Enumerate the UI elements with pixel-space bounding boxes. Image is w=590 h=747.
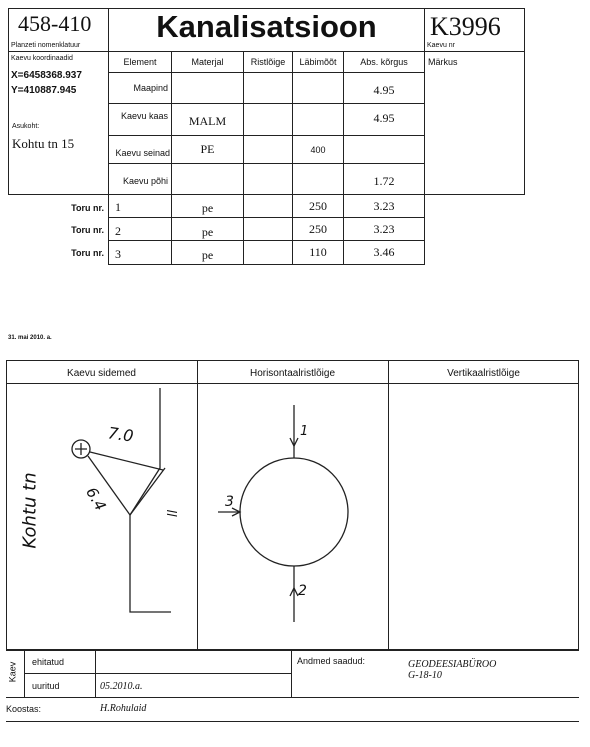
- coordinates-label: Kaevu koordinaadid: [11, 55, 73, 62]
- author-line: [6, 697, 579, 698]
- author-value: H.Rohulaid: [100, 703, 147, 714]
- pipe-nr: 1: [115, 200, 121, 214]
- pipe-korgus: 3.23: [373, 222, 395, 236]
- well-marker-cross: [75, 443, 87, 455]
- coordinate-x: X=6458368.937: [11, 70, 82, 81]
- section-title-horisontaal: Horisontaalristlõige: [249, 368, 336, 379]
- well-id-label: Kaevu nr: [427, 42, 456, 49]
- pipe-labimoot: 250: [309, 222, 327, 236]
- footer-divider-1: [95, 650, 96, 697]
- element-korgus: 1.72: [373, 174, 395, 188]
- source-value: GEODEESIABÜROO: [408, 659, 497, 670]
- element-labimoot: 400: [310, 145, 326, 155]
- pipe-nr: 2: [115, 224, 121, 238]
- tie-line-1: [90, 452, 163, 470]
- element-name: Kaevu kaas: [120, 111, 168, 121]
- pipe-materjal: pe: [201, 248, 214, 262]
- tie-distance-1: 7.0: [106, 423, 135, 446]
- tie-distance-2: 6.4: [82, 484, 110, 514]
- col-korgus-label: Abs. kõrgus: [360, 57, 408, 67]
- address-label: Asukoht:: [12, 123, 40, 130]
- col-element-label: Element: [123, 57, 157, 67]
- curb-corner: [130, 468, 165, 515]
- col-labimoot-label: Läbimõõt: [299, 57, 337, 67]
- pipe-nr: 3: [115, 247, 121, 261]
- kaev-label: Kaev: [7, 661, 18, 683]
- well-id: K3996: [430, 12, 501, 41]
- col-markus-label: Märkus: [428, 57, 458, 67]
- pipe-label: Toru nr.: [71, 225, 104, 235]
- pipe-korgus: 3.23: [373, 199, 395, 213]
- ehitatud-label: ehitatud: [32, 657, 65, 667]
- col-materjal-label: Materjal: [191, 57, 224, 67]
- footer-top-line: [6, 650, 579, 651]
- source-code: G-18-10: [408, 670, 442, 681]
- pipe-label: Toru nr.: [71, 248, 104, 258]
- pipe-1-number: 1: [300, 424, 309, 439]
- section-title-vertikaal: Vertikaalristlõige: [447, 368, 520, 379]
- pipe-label: Toru nr.: [71, 203, 104, 213]
- pipe-materjal: pe: [201, 201, 214, 215]
- pipe-3-number: 3: [225, 494, 234, 510]
- map-sheet-number: 458-410: [18, 11, 92, 36]
- document-date: 31. mai 2010. a.: [8, 335, 52, 341]
- element-name: Kaevu põhi: [122, 176, 168, 186]
- uuritud-value: 05.2010.a.: [100, 681, 143, 692]
- element-korgus: 4.95: [373, 111, 395, 125]
- author-label: Koostas:: [6, 704, 42, 714]
- source-label: Andmed saadud:: [297, 656, 366, 666]
- coordinate-y: Y=410887.945: [11, 85, 77, 96]
- pipe-2-number: 2: [298, 583, 307, 599]
- pipe-3-side-mark: ll: [166, 509, 182, 518]
- pipe-labimoot: 110: [309, 245, 327, 259]
- footer-bottom-line: [6, 721, 579, 722]
- element-korgus: 4.95: [373, 83, 395, 97]
- element-name: Kaevu seinad: [115, 148, 170, 158]
- well-circle: [240, 458, 348, 566]
- element-name: Maapind: [133, 83, 168, 93]
- section-title-sidemed: Kaevu sidemed: [67, 368, 136, 379]
- address-value: Kohtu tn 15: [12, 136, 75, 151]
- col-ristloige-label: Ristlõige: [250, 57, 286, 67]
- uuritud-label: uuritud: [32, 681, 60, 691]
- pipe-labimoot: 250: [309, 199, 327, 213]
- horizontal-section: [218, 405, 348, 622]
- street-label: Kohtu tn: [19, 472, 41, 549]
- map-sheet-label: Planzeti nomenklatuur: [11, 42, 81, 49]
- ehitatud-divider: [24, 673, 291, 674]
- element-materjal: MALM: [188, 114, 227, 128]
- curb-outline: [130, 388, 171, 612]
- page-title: Kanalisatsioon: [156, 9, 377, 44]
- pipe-korgus: 3.46: [373, 245, 395, 259]
- element-materjal: PE: [200, 142, 215, 156]
- footer-divider-2: [291, 650, 292, 697]
- pipe-materjal: pe: [201, 225, 214, 239]
